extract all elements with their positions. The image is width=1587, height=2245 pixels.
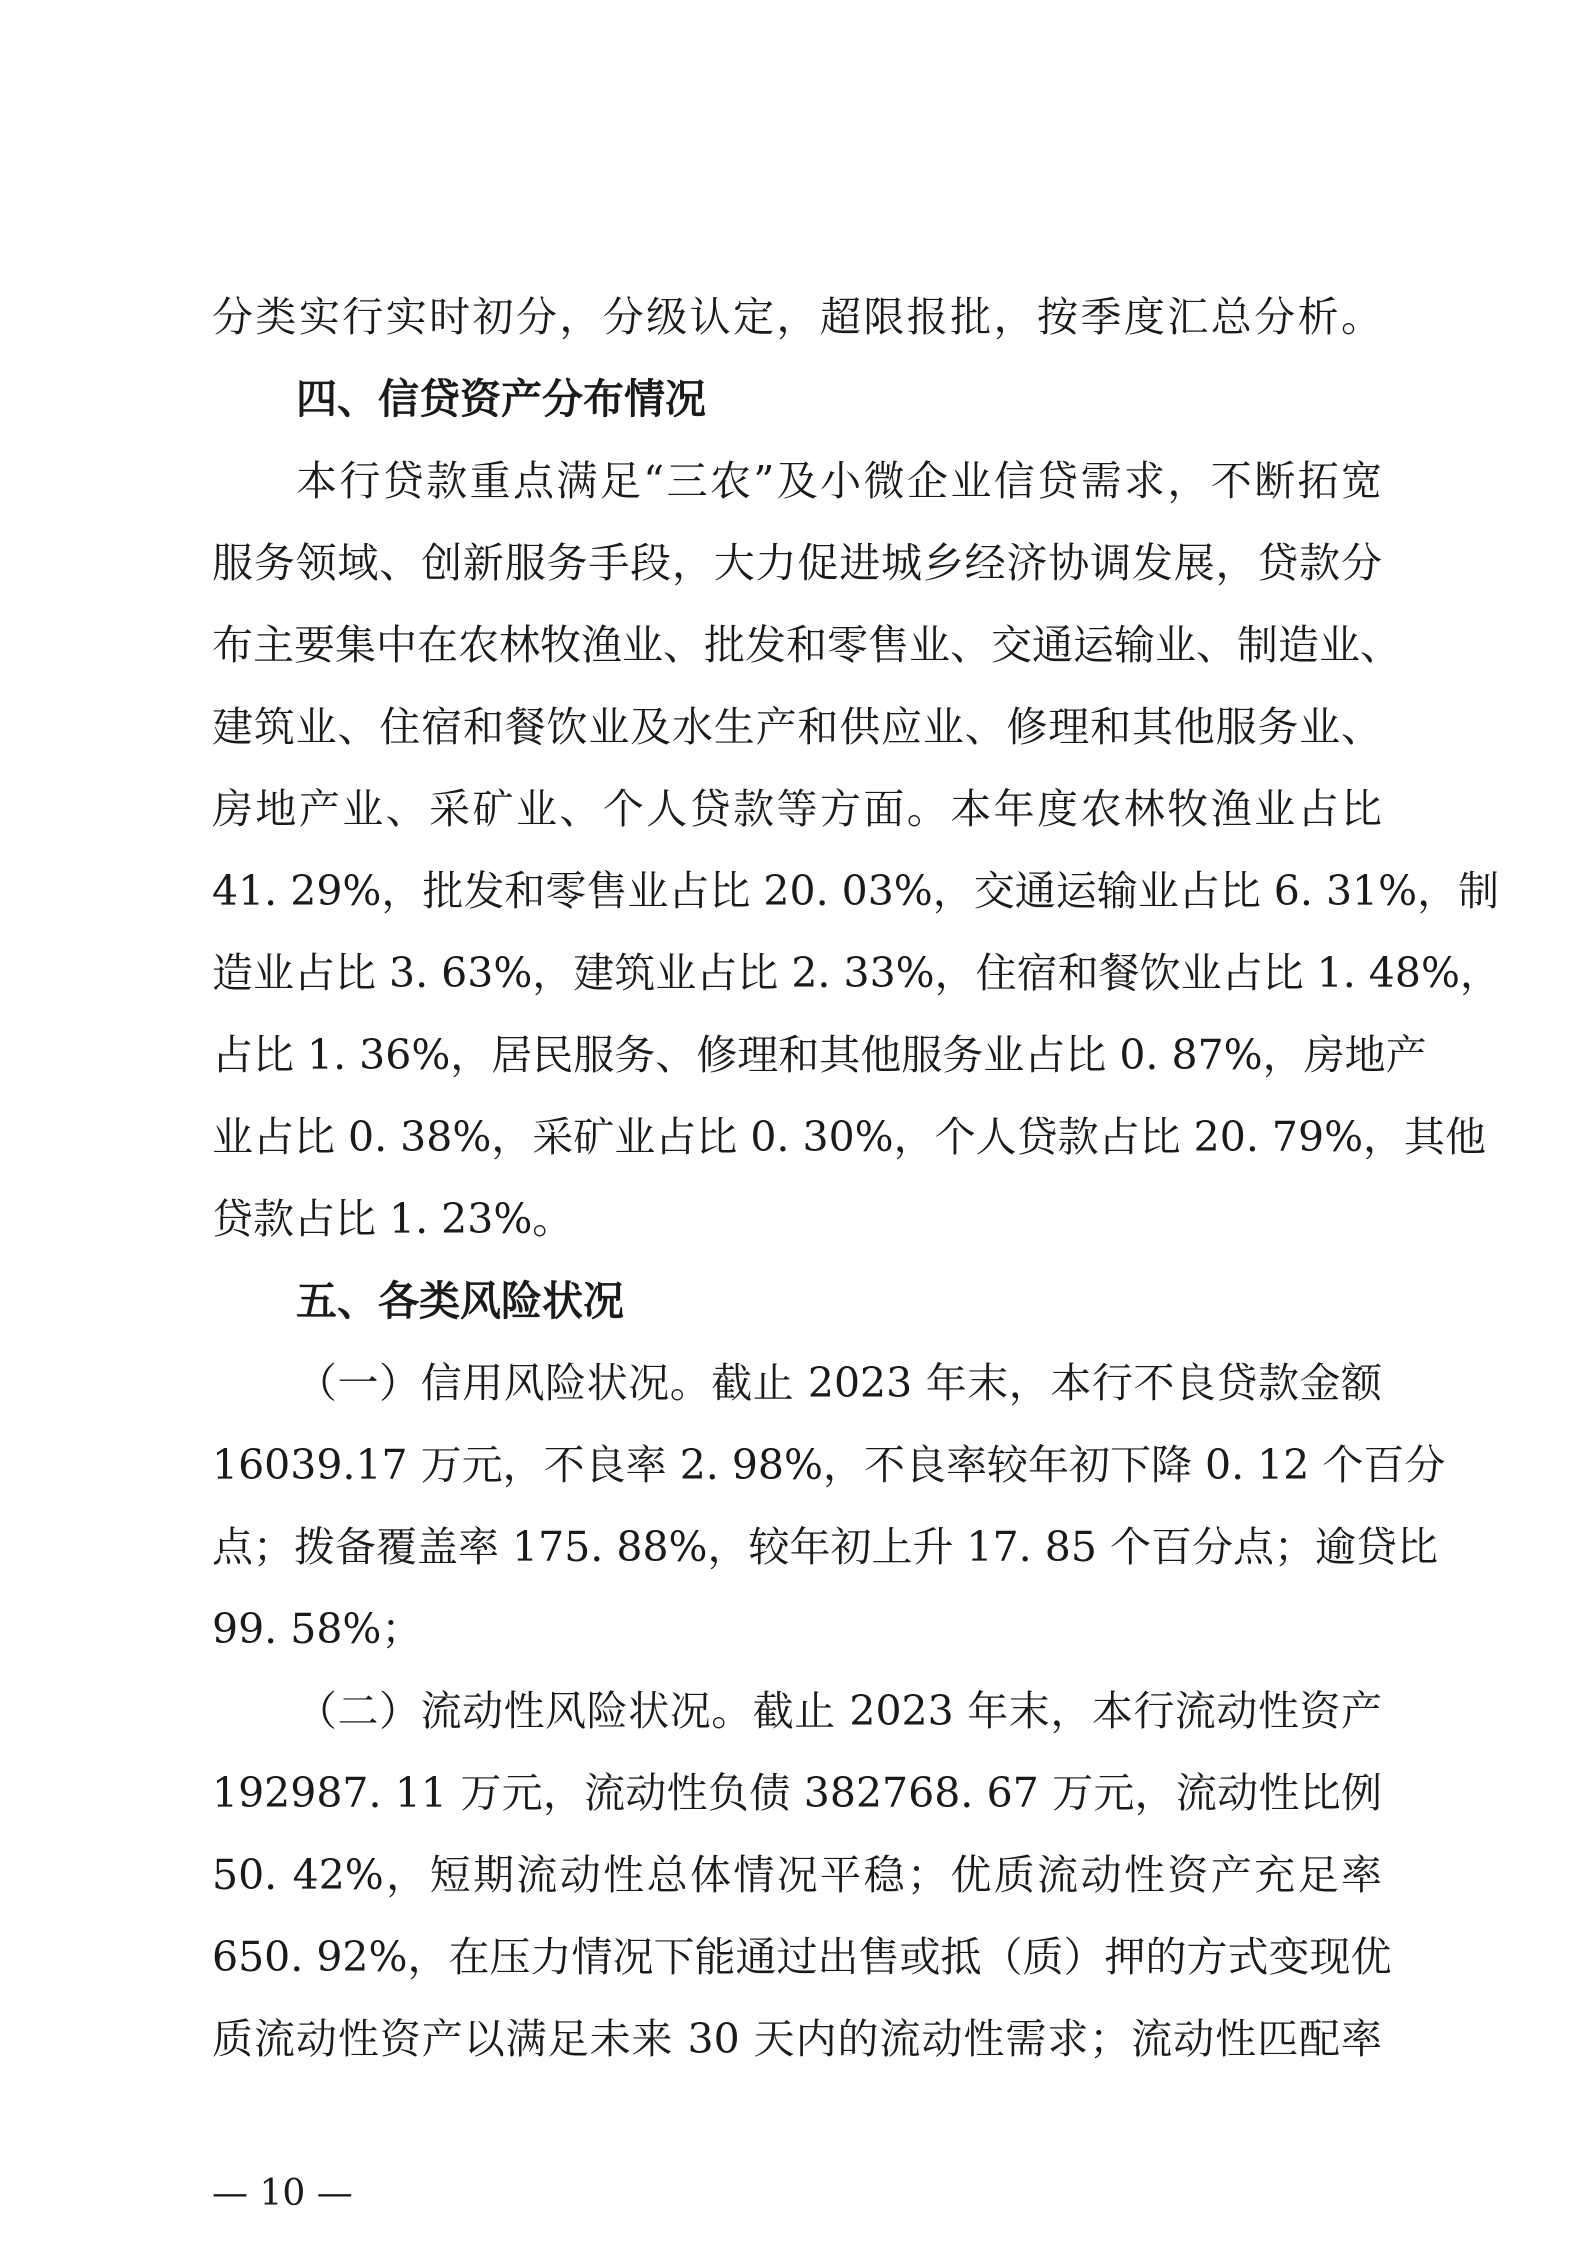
paragraph-line: 99. 58%； (212, 1605, 423, 1653)
paragraph-line: 16039.17 万元，不良率 2. 98%，不良率较年初下降 0. 12 个百分 (212, 1441, 1446, 1489)
paragraph-line: 分类实行实时初分，分级认定，超限报批，按季度汇总分析。 (212, 293, 1382, 341)
paragraph-line: 房地产业、采矿业、个人贷款等方面。本年度农林牧渔业占比 (212, 785, 1382, 833)
paragraph-line: 造业占比 3. 63%，建筑业占比 2. 33%，住宿和餐饮业占比 1. 48%， (212, 949, 1501, 997)
page-number: — 10 — (212, 2173, 353, 2214)
paragraph-line: 41. 29%，批发和零售业占比 20. 03%，交通运输业占比 6. 31%，制 (212, 867, 1500, 915)
paragraph-line: 布主要集中在农林牧渔业、批发和零售业、交通运输业、制造业、 (212, 621, 1401, 669)
paragraph-line: （二）流动性风险状况。截止 2023 年末，本行流动性资产 (296, 1687, 1382, 1735)
paragraph-line: 50. 42%，短期流动性总体情况平稳；优质流动性资产充足率 (212, 1851, 1382, 1899)
section-heading: 四、信贷资产分布情况 (296, 375, 706, 423)
paragraph-line: （一）信用风险状况。截止 2023 年末，本行不良贷款金额 (296, 1359, 1382, 1407)
paragraph-line: 服务领域、创新服务手段，大力促进城乡经济协调发展，贷款分 (212, 539, 1382, 587)
paragraph-line: 本行贷款重点满足“三农”及小微企业信贷需求，不断拓宽 (296, 457, 1382, 505)
paragraph-line: 质流动性资产以满足未来 30 天内的流动性需求；流动性匹配率 (212, 2015, 1382, 2063)
paragraph-line: 650. 92%，在压力情况下能通过出售或抵（质）押的方式变现优 (212, 1933, 1392, 1981)
paragraph-line: 192987. 11 万元，流动性负债 382768. 67 万元，流动性比例 (212, 1769, 1382, 1817)
paragraph-line: 建筑业、住宿和餐饮业及水生产和供应业、修理和其他服务业、 (212, 703, 1382, 751)
paragraph-line: 点；拨备覆盖率 175. 88%，较年初上升 17. 85 个百分点；逾贷比 (212, 1523, 1438, 1571)
paragraph-line: 业占比 0. 38%，采矿业占比 0. 30%，个人贷款占比 20. 79%，其他 (212, 1113, 1487, 1161)
paragraph-line: 占比 1. 36%，居民服务、修理和其他服务业占比 0. 87%，房地产 (212, 1031, 1427, 1079)
section-heading: 五、各类风险状况 (296, 1277, 624, 1325)
paragraph-line: 贷款占比 1. 23%。 (212, 1195, 574, 1243)
